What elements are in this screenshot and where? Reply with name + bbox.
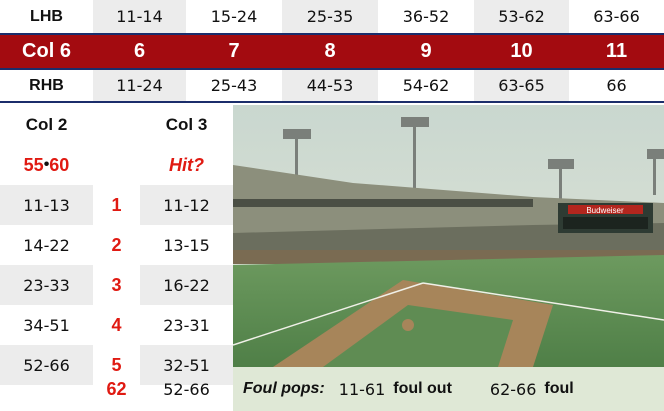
stadium-illustration <box>233 105 664 367</box>
rhb-cell: 25-43 <box>210 76 258 95</box>
foul-range-1: 11-61 <box>338 379 386 399</box>
row-number: 5 <box>111 354 122 375</box>
scoreboard-sign: Budweiser <box>586 206 624 215</box>
col6-cell: 10 <box>510 40 533 62</box>
rhb-label: RHB <box>29 76 64 94</box>
lhb-cell: 25-35 <box>282 0 378 33</box>
col6-cell: 6 <box>133 40 146 62</box>
col2-header: Col 2 <box>25 115 68 134</box>
col3-cell: 16-22 <box>140 265 233 305</box>
table-row <box>0 225 233 265</box>
lhb-label: LHB <box>30 7 63 25</box>
table-row <box>0 265 233 305</box>
ballpark-photo <box>233 105 664 367</box>
col2-cell <box>0 368 93 411</box>
col2-sub-sep: • <box>43 156 50 173</box>
foul-pops-label: Foul pops: <box>243 380 325 397</box>
foul-range-2: 62-66 <box>489 379 537 399</box>
rhb-cell: 44-53 <box>282 70 378 101</box>
rhb-cell: 66 <box>606 76 627 95</box>
foul-result-2: foul <box>544 380 574 397</box>
lhb-row <box>0 0 664 33</box>
col3-header: Col 3 <box>165 115 208 134</box>
col2-cell: 23-33 <box>0 265 93 305</box>
rhb-cell: 11-24 <box>93 70 186 101</box>
col6-cell: 9 <box>420 40 432 62</box>
rhb-cell: 63-65 <box>474 70 569 101</box>
row-number: 2 <box>111 234 122 255</box>
col6-label: Col 6 <box>22 40 71 62</box>
lhb-cell: 53-62 <box>474 0 569 33</box>
row-number: 62 <box>106 379 127 399</box>
hit-table-header <box>0 105 233 145</box>
col2-subheader <box>0 145 93 185</box>
col3-subheader: Hit? <box>169 154 204 175</box>
col3-cell: 52-66 <box>163 380 210 399</box>
col6-cell: 7 <box>228 40 240 62</box>
col2-sub-b: 60 <box>49 154 70 175</box>
col3-cell: 13-15 <box>163 235 210 255</box>
col2-cell: 14-22 <box>23 235 70 255</box>
foul-result-1: foul out <box>393 380 452 397</box>
col6-row <box>0 33 664 70</box>
table-row <box>0 368 233 411</box>
col3-cell: 23-31 <box>163 315 210 335</box>
row-number: 4 <box>111 314 122 335</box>
hit-table-subheader <box>0 145 233 185</box>
col3-cell: 11-12 <box>140 185 233 225</box>
foul-pops-bar <box>233 367 664 411</box>
hit-table <box>0 105 233 411</box>
lhb-cell: 11-14 <box>93 0 186 33</box>
col6-cell: 8 <box>324 40 336 62</box>
lhb-cell: 15-24 <box>210 7 258 26</box>
col2-cell: 11-13 <box>0 185 93 225</box>
rhb-row <box>0 70 664 103</box>
col2-sub-a: 55 <box>23 154 44 175</box>
col2-cell: 52-66 <box>0 345 93 385</box>
col3-cell: 32-51 <box>140 345 233 385</box>
rhb-cell: 54-62 <box>402 76 450 95</box>
row-number: 3 <box>111 274 122 295</box>
lhb-cell: 36-52 <box>402 7 450 26</box>
col2-cell: 34-51 <box>23 315 70 335</box>
row-number: 1 <box>111 194 122 215</box>
table-row <box>0 185 233 225</box>
table-row <box>0 305 233 345</box>
lhb-cell: 63-66 <box>593 7 640 26</box>
col6-cell: 11 <box>605 40 628 62</box>
